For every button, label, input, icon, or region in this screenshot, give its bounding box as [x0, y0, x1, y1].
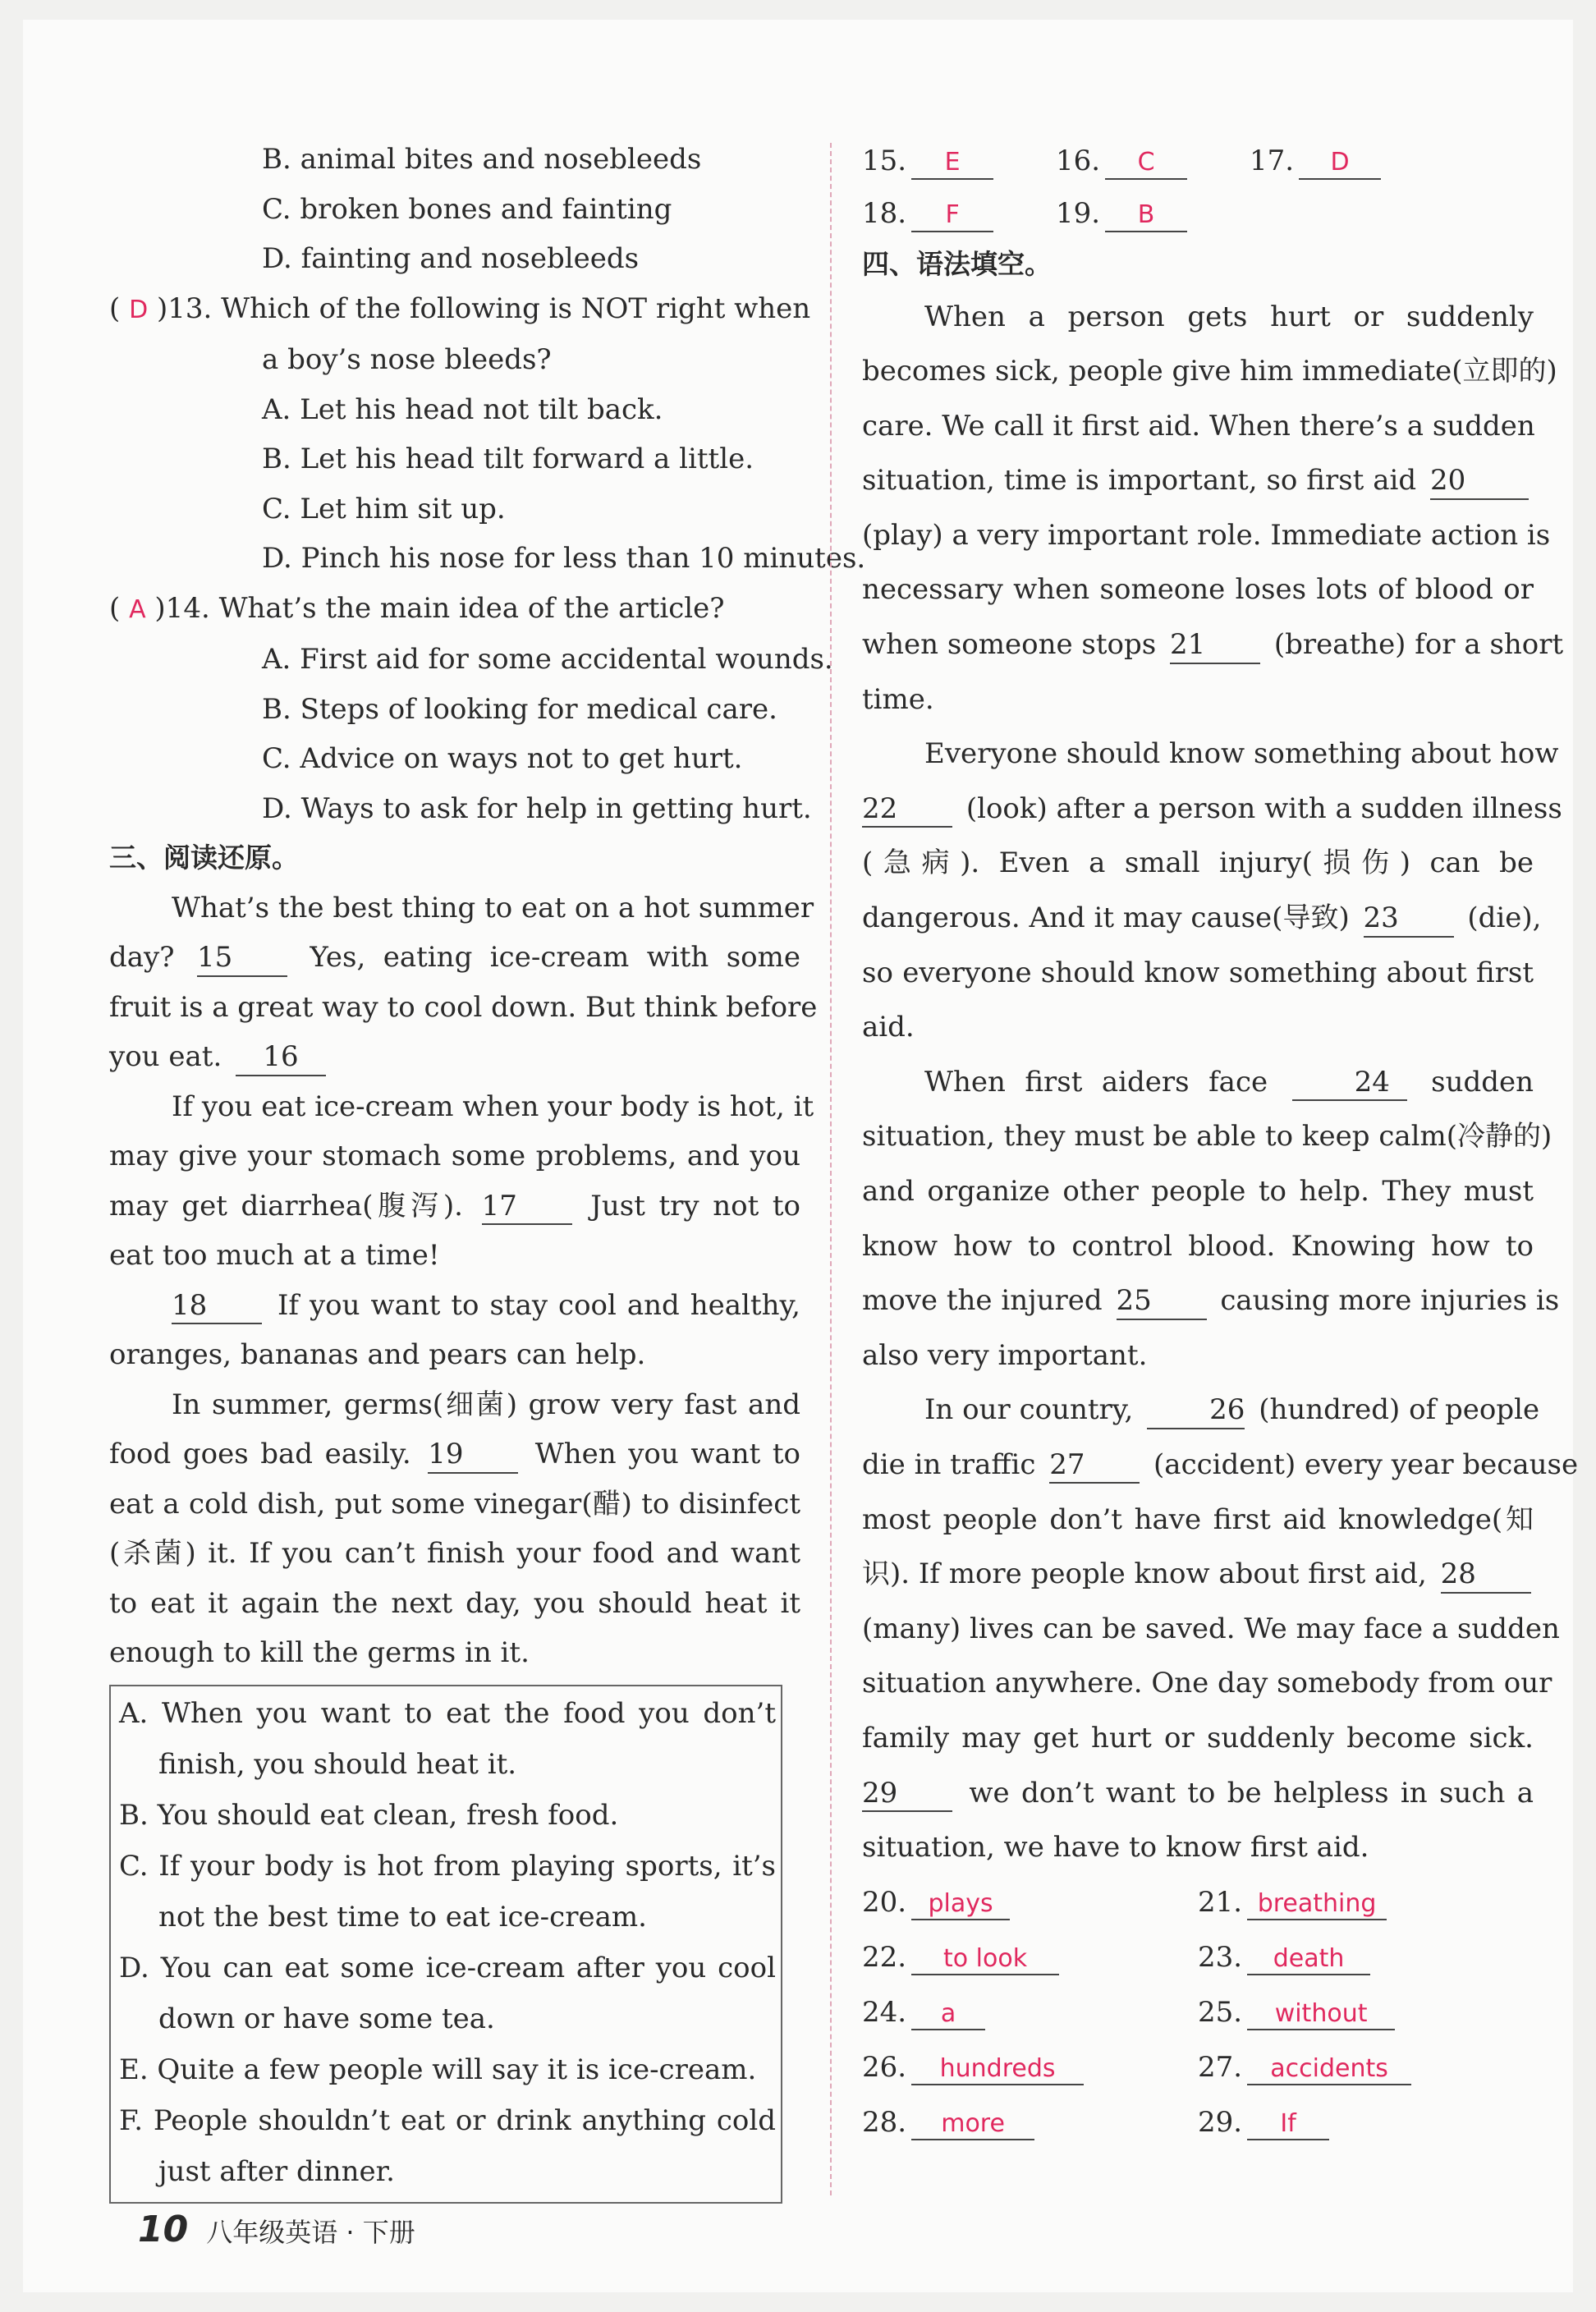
q14-option-d: D. Ways to ask for help in getting hurt.	[262, 791, 812, 825]
answer-num: 21.	[1198, 1885, 1243, 1919]
answer-25-value[interactable]: without	[1247, 1998, 1395, 2031]
reading-p1-line4	[109, 1032, 800, 1082]
answers-row-1	[862, 135, 1534, 187]
answer-29-value[interactable]: If	[1247, 2108, 1329, 2141]
q14-answer: A	[129, 594, 146, 624]
grammar-p3-line2: situation, they must be able to keep calm(冷静的)	[862, 1120, 1552, 1154]
answer-15-value[interactable]: E	[911, 147, 993, 180]
answer-19-value[interactable]: B	[1105, 200, 1187, 232]
answer-num: 20.	[862, 1885, 907, 1919]
text-span: (accident) every year because	[1153, 1447, 1579, 1481]
box-option-e: E. Quite a few people will say it is ice-cream.	[119, 2053, 757, 2086]
answer-15	[862, 135, 1056, 187]
q14-open-paren: (	[109, 591, 121, 625]
q13-option-c: C. Let him sit up.	[262, 492, 506, 525]
grammar-p2-line4	[862, 891, 1542, 946]
q14-text: )14. What’s the main idea of the article?	[154, 591, 725, 625]
answer-26-value[interactable]: hundreds	[911, 2053, 1084, 2086]
blank-20[interactable]: 20	[1430, 463, 1529, 500]
q12-option-b: B. animal bites and nosebleeds	[262, 143, 702, 176]
answer-26	[862, 2040, 1198, 2095]
answer-22-value[interactable]: to look	[911, 1943, 1059, 1976]
grammar-p1-line1: When a person gets hurt or suddenly	[924, 300, 1534, 333]
answer-23	[1198, 1930, 1534, 1985]
answer-21-value[interactable]: breathing	[1247, 1888, 1387, 1921]
answer-22	[862, 1930, 1198, 1985]
q13-option-b: B. Let his head tilt forward a little.	[262, 443, 754, 475]
answer-num: 19.	[1056, 197, 1101, 230]
text-span: (die),	[1467, 901, 1542, 935]
q14-option-a: A. First aid for some accidental wounds.	[262, 643, 833, 676]
text-span: sudden	[1431, 1065, 1534, 1099]
grammar-p3-line1	[862, 1055, 1534, 1110]
answer-25	[1198, 1985, 1534, 2040]
blank-21[interactable]: 21	[1170, 627, 1260, 664]
grammar-p2-line3: (急病). Even a small injury(损伤) can be	[862, 846, 1534, 880]
text-span: 识). If more people know about first aid,	[862, 1557, 1427, 1591]
grammar-p4-line5: (many) lives can be saved. We may face a sudden	[862, 1612, 1560, 1645]
reading-p3-line1	[109, 1281, 800, 1331]
q14-stem	[109, 584, 800, 635]
answer-num: 29.	[1198, 2105, 1243, 2139]
q13-stem-cont: a boy’s nose bleeds?	[262, 343, 552, 376]
q13-text: )13. Which of the following is NOT right when	[157, 291, 811, 325]
blank-15[interactable]: 15	[197, 940, 287, 977]
reading-p3-line2: oranges, bananas and pears can help.	[109, 1338, 646, 1371]
answer-28	[862, 2095, 1198, 2150]
text-span: When you want to	[534, 1438, 800, 1470]
reading-p2-line2: may give your stomach some problems, and you	[109, 1140, 800, 1172]
answer-21	[1198, 1875, 1534, 1930]
grammar-p2-line6: aid.	[862, 1011, 915, 1044]
box-option-d: D. You can eat some ice-cream after you cool	[119, 1951, 776, 1984]
text-span: Yes, eating ice-cream with some	[310, 941, 800, 974]
text-span: move the injured	[862, 1284, 1103, 1318]
answer-29	[1198, 2095, 1534, 2150]
q14-option-b: B. Steps of looking for medical care.	[262, 692, 777, 726]
box-option-f-cont: just after dinner.	[158, 2154, 395, 2188]
blank-28[interactable]: 28	[1441, 1557, 1531, 1594]
blank-22[interactable]: 22	[862, 791, 952, 828]
blank-29[interactable]: 29	[862, 1776, 952, 1813]
answer-num: 17.	[1250, 144, 1295, 177]
grammar-p2-line1: Everyone should know something about how	[924, 737, 1559, 771]
grammar-p4-line1	[862, 1383, 1540, 1438]
grammar-p2-line2	[862, 782, 1562, 837]
options-box	[109, 1685, 782, 2204]
reading-p4-line5: to eat it again the next day, you should heat it	[109, 1586, 800, 1620]
grammar-answers	[862, 1875, 1534, 2150]
q13-option-d: D. Pinch his nose for less than 10 minutes.	[262, 542, 866, 575]
blank-23[interactable]: 23	[1364, 901, 1454, 938]
text-span: you eat.	[109, 1040, 222, 1073]
answer-24	[862, 1985, 1198, 2040]
answer-num: 22.	[862, 1940, 907, 1974]
text-span: food goes bad easily.	[109, 1438, 411, 1470]
answer-num: 28.	[862, 2105, 907, 2139]
right-column	[862, 135, 1579, 2150]
reading-p1-line3: fruit is a great way to cool down. But think before	[109, 990, 818, 1024]
answer-19	[1056, 187, 1250, 240]
reading-p2-line1: If you eat ice-cream when your body is hot, it	[172, 1089, 814, 1123]
box-option-a: A. When you want to eat the food you don’t	[119, 1696, 776, 1730]
answer-num: 16.	[1056, 144, 1101, 177]
grammar-p2-line5: so everyone should know something about first	[862, 956, 1534, 989]
answer-num: 18.	[862, 197, 907, 230]
grammar-p1-line3: care. We call it first aid. When there’s a sudden	[862, 409, 1535, 443]
blank-25[interactable]: 25	[1117, 1283, 1207, 1320]
left-column	[109, 135, 866, 2204]
box-option-f: F. People shouldn’t eat or drink anything cold	[119, 2103, 776, 2137]
answers-row-2	[862, 187, 1534, 240]
answer-num: 25.	[1198, 1995, 1243, 2029]
text-span: If you want to stay cool and healthy,	[277, 1288, 800, 1322]
text-span: we don’t want to be helpless in such a	[969, 1776, 1534, 1810]
text-span: situation, time is important, so first aid	[862, 464, 1417, 498]
grammar-p4-line3: most people don’t have first aid knowledge(知	[862, 1502, 1534, 1536]
grammar-p3-line3: and organize other people to help. They must	[862, 1175, 1534, 1208]
book-title: 八年级英语 · 下册	[206, 2217, 415, 2248]
q13-open-paren: (	[109, 291, 121, 325]
answer-num: 27.	[1198, 2050, 1243, 2084]
box-option-d-cont: down or have some tea.	[158, 2002, 495, 2035]
reading-p4-line4: (杀菌) it. If you can’t finish your food and want	[109, 1537, 800, 1570]
text-span: In our country,	[924, 1393, 1134, 1427]
reading-p1-line1: What’s the best thing to eat on a hot summer	[172, 891, 814, 924]
text-span: may get diarrhea(腹泻).	[109, 1189, 463, 1223]
answer-23-value[interactable]: death	[1247, 1943, 1370, 1976]
workbook-page	[23, 20, 1579, 2292]
grammar-p1-line6: necessary when someone loses lots of blood or	[862, 573, 1534, 607]
q13-answer: D	[129, 295, 149, 324]
reading-p4-line2	[109, 1429, 800, 1479]
blank-26[interactable]: 26	[1147, 1392, 1245, 1429]
reading-p4-line6: enough to kill the germs in it.	[109, 1636, 530, 1669]
grammar-p4-line2	[862, 1438, 1579, 1493]
answer-28-value[interactable]: more	[911, 2108, 1034, 2141]
box-option-b: B. You should eat clean, fresh food.	[119, 1798, 619, 1832]
text-span: dangerous. And it may cause(导致)	[862, 901, 1350, 935]
box-option-a-cont: finish, you should heat it.	[158, 1747, 517, 1781]
blank-24[interactable]: 24	[1292, 1065, 1407, 1102]
grammar-p4-line9: situation, we have to know first aid.	[862, 1831, 1369, 1865]
section-4-title: 四、语法填空。	[862, 248, 1052, 280]
answer-20-value[interactable]: plays	[911, 1888, 1010, 1921]
grammar-p1-line7	[862, 617, 1564, 672]
grammar-p4-line6: situation anywhere. One day somebody from our	[862, 1667, 1552, 1700]
reading-p2-line4: eat too much at a time!	[109, 1239, 440, 1272]
answer-18	[862, 187, 1056, 240]
answer-24-value[interactable]: a	[911, 1998, 985, 2031]
grammar-p4-line8	[862, 1766, 1534, 1821]
grammar-p1-line5: (play) a very important role. Immediate action is	[862, 518, 1551, 552]
q14-option-c: C. Advice on ways not to get hurt.	[262, 742, 743, 775]
grammar-p4-line4	[862, 1547, 1534, 1602]
text-span: causing more injuries is	[1220, 1284, 1560, 1318]
text-span: (look) after a person with a sudden illness	[965, 791, 1562, 825]
answer-27	[1198, 2040, 1534, 2095]
text-span: (breathe) for a short	[1273, 628, 1564, 662]
text-span: Just try not to	[590, 1189, 800, 1223]
answer-17-value[interactable]: D	[1299, 147, 1381, 180]
blank-16[interactable]: 16	[236, 1039, 326, 1076]
q12-option-c: C. broken bones and fainting	[262, 192, 672, 226]
reading-p1-line2	[109, 933, 800, 983]
reading-p4-line1: In summer, germs(细菌) grow very fast and	[172, 1388, 800, 1421]
q13-stem	[109, 284, 811, 336]
text-span: (hundred) of people	[1259, 1393, 1540, 1427]
box-option-c-cont: not the best time to eat ice-cream.	[158, 1900, 647, 1934]
grammar-p1-line2: becomes sick, people give him immediate(立即的)	[862, 355, 1557, 388]
grammar-p1-line4	[862, 453, 1534, 508]
blank-27[interactable]: 27	[1049, 1447, 1140, 1484]
text-span: day?	[109, 941, 175, 974]
answer-18-value[interactable]: F	[911, 200, 993, 232]
grammar-p3-line6: also very important.	[862, 1338, 1148, 1372]
page-number: 10	[138, 2209, 189, 2250]
answer-16-value[interactable]: C	[1105, 147, 1187, 180]
answer-num: 15.	[862, 144, 907, 177]
reading-p4-line3: eat a cold dish, put some vinegar(醋) to disinfect	[109, 1487, 800, 1521]
text-span: die in traffic	[862, 1447, 1036, 1481]
grammar-p3-line5	[862, 1273, 1560, 1328]
box-option-c: C. If your body is hot from playing sports, it’s	[119, 1849, 776, 1883]
column-divider	[830, 143, 832, 2195]
blank-19[interactable]: 19	[428, 1437, 518, 1474]
page-footer	[138, 2209, 415, 2250]
text-span: when someone stops	[862, 628, 1157, 662]
answer-num: 23.	[1198, 1940, 1243, 1974]
answer-20	[862, 1875, 1198, 1930]
answer-num: 24.	[862, 1995, 907, 2029]
blank-17[interactable]: 17	[482, 1189, 572, 1226]
grammar-p1-line8: time.	[862, 682, 934, 716]
answer-16	[1056, 135, 1250, 187]
q13-option-a: A. Let his head not tilt back.	[262, 392, 663, 426]
answer-27-value[interactable]: accidents	[1247, 2053, 1411, 2086]
text-span: When first aiders face	[924, 1065, 1268, 1099]
answer-17	[1250, 135, 1443, 187]
section-3-title: 三、阅读还原。	[109, 842, 299, 874]
q12-option-d: D. fainting and nosebleeds	[262, 242, 640, 275]
reading-p2-line3	[109, 1181, 800, 1232]
blank-18[interactable]: 18	[172, 1288, 262, 1325]
grammar-p4-line7: family may get hurt or suddenly become sick.	[862, 1721, 1534, 1755]
grammar-p3-line4: know how to control blood. Knowing how to	[862, 1229, 1534, 1263]
answer-num: 26.	[862, 2050, 907, 2084]
